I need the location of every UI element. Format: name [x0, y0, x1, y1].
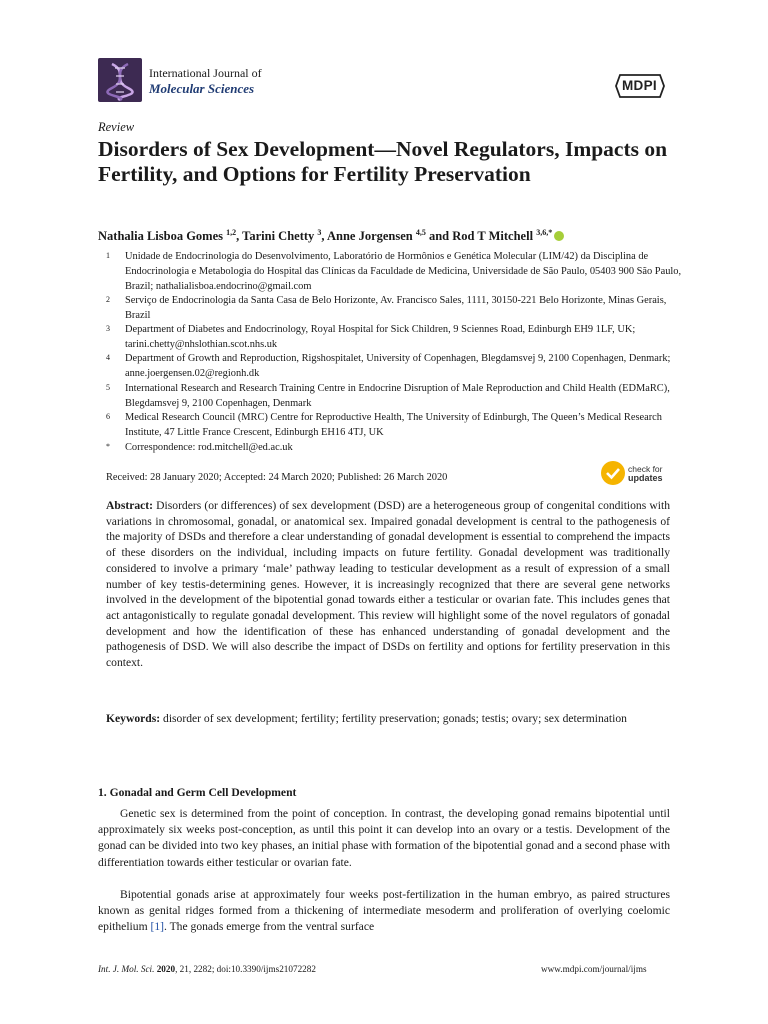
body-paragraph: [98, 887, 670, 936]
body-paragraph: [98, 806, 670, 871]
publication-dates: Received: 28 January 2020; Accepted: 24 March 2020; Published: 26 March 2020: [106, 472, 448, 483]
author-name[interactable]: , Anne Jorgensen: [321, 229, 413, 244]
correspondence-marker: *: [106, 442, 110, 451]
correspondence-text: Correspondence: rod.mitchell@ed.ac.uk: [125, 442, 293, 453]
affiliation-text: Department of Growth and Reproduction, Rigshospitalet, University of Copenhagen, Blegdamsvej 9, 2100 Copenhagen, Denmark; anne.joergensen.02@regionh.dk: [125, 353, 671, 380]
check-for-updates-line1: check for: [628, 464, 663, 474]
keywords: [106, 711, 670, 727]
affiliation-text: Unidade de Endocrinologia do Desenvolvimento, Laboratório de Hormônios e Genética Molecular (LIM/42) da Disciplina de Endocrinologia e Metabologia do Hospital das Clínicas da Faculdade de Medicina, Universidade de São Paulo, 05403 900 São Paulo, Brazil; nathalialisboa.endocrino@gmail.com: [125, 251, 682, 293]
keywords-label: Keywords:: [106, 712, 161, 725]
author-affiliation-ref: 3,6,*: [536, 228, 553, 237]
paragraph-text: . The gonads emerge from the ventral surface: [164, 920, 375, 934]
article-type: Review: [98, 120, 135, 134]
paragraph-text: Bipotential gonads arise at approximately four weeks post-fertilization in the human embryo, as paired structures known as genital ridges formed from a thickening of intermediate mesoderm and proliferation of overlying coelomic epithelium: [98, 888, 670, 934]
author-name[interactable]: and Rod T Mitchell: [425, 229, 534, 244]
affiliation-text: Medical Research Council (MRC) Centre for Reproductive Health, The University of Edinburgh, The Queen’s Medical Research Institute, 47 Little France Crescent, Edinburgh EH16 4TJ, UK: [125, 412, 662, 439]
affiliation-number: 4: [106, 353, 110, 362]
mdpi-logo-text: MDPI: [622, 78, 657, 93]
journal-name-line1: International Journal of: [149, 66, 262, 80]
author-affiliation-ref: 3: [317, 228, 322, 237]
abstract-text: Disorders (or differences) of sex development (DSD) are a heterogeneous group of congenital conditions with variations in chromosomal, gonadal, or anatomical sex. Impaired gonadal development is central to the pathogenesis of the majority of DSDs and therefore a clear understanding of gonadal development is essential to comprehend the impacts of these disorders on the individual, including impacts on future fertility. Gonadal development was traditionally considered to involve a primary ‘male’ pathway leading to testicular development as a result of expression of a small number of key testis-determining genes. However, it is increasingly recognized that there are several gene networks involved in the development of the bipotential gonad towards either a testicular or ovarian fate. This includes genes that act antagonistically to regulate gonadal development. This review will highlight some of the novel regulators of gonadal development and how the identification of these has enhanced understanding of gonadal development and the pathogenesis of DSD. We will also describe the impact of DSDs on fertility and options for fertility preservation in this context.: [106, 499, 670, 670]
keywords-text: disorder of sex development; fertility; fertility preservation; gonads; testis; ovary; sex determination: [163, 712, 627, 725]
check-for-updates-line2: updates: [628, 473, 663, 483]
dna-icon: [98, 58, 142, 102]
abstract-label: Abstract:: [106, 499, 154, 512]
author-affiliation-ref: 1,2: [226, 228, 237, 237]
abstract: [106, 498, 670, 671]
author-list: [98, 228, 698, 244]
check-icon: [601, 461, 625, 485]
footer-journal-abbr: Int. J. Mol. Sci.: [98, 964, 155, 974]
journal-name-line2: Molecular Sciences: [149, 81, 255, 96]
footer-citation-rest: , 21, 2282; doi:10.3390/ijms21072282: [175, 964, 316, 974]
footer-year: 2020: [156, 964, 176, 974]
paragraph-text: Genetic sex is determined from the point of conception. In contrast, the developing gonad remains bipotential until approximately six weeks post-conception, as until this point it can develop into an ovary or a testis. Development of the gonad can be divided into two key phases, an initial phase with formation of the bipotential gonad and a second phase with differentiation towards either testicular or ovarian fate.: [98, 807, 670, 869]
check-for-updates-button[interactable]: [601, 461, 671, 491]
author-affiliation-ref: 4,5: [415, 228, 426, 237]
journal-logo: [98, 58, 142, 102]
author-name[interactable]: Nathalia Lisboa Gomes: [98, 229, 224, 244]
mdpi-logo: [614, 72, 666, 100]
author-name[interactable]: , Tarini Chetty: [236, 229, 315, 244]
affiliation-number: 1: [106, 251, 110, 260]
affiliation-text: Department of Diabetes and Endocrinology, Royal Hospital for Sick Children, 9 Sciennes Road, Edinburgh EH9 1LF, UK; tarini.chetty@nhslothian.scot.nhs.uk: [125, 324, 636, 351]
affiliation-number: 5: [106, 383, 110, 392]
affiliation-number: 2: [106, 295, 110, 304]
journal-name: [149, 66, 262, 96]
footer-citation: [98, 964, 316, 974]
affiliation-number: 6: [106, 412, 110, 421]
footer-url[interactable]: www.mdpi.com/journal/ijms: [541, 964, 647, 974]
citation-link[interactable]: [1]: [150, 920, 165, 934]
orcid-icon[interactable]: [554, 231, 564, 241]
affiliation-number: 3: [106, 324, 110, 333]
affiliation-text: Serviço de Endocrinologia da Santa Casa de Belo Horizonte, Av. Francisco Sales, 1111, 30150-221 Belo Horizonte, Minas Gerais, Brazil: [125, 295, 667, 322]
article-title: Disorders of Sex Development—Novel Regulators, Impacts on Fertility, and Options for Fertility Preservation: [98, 137, 668, 186]
affiliation-text: International Research and Research Training Centre in Endocrine Disruption of Male Reproduction and Child Health (EDMaRC), Blegdamsvej 9, 2100 Copenhagen, Denmark: [125, 383, 670, 410]
section-heading: 1. Gonadal and Germ Cell Development: [98, 786, 297, 799]
